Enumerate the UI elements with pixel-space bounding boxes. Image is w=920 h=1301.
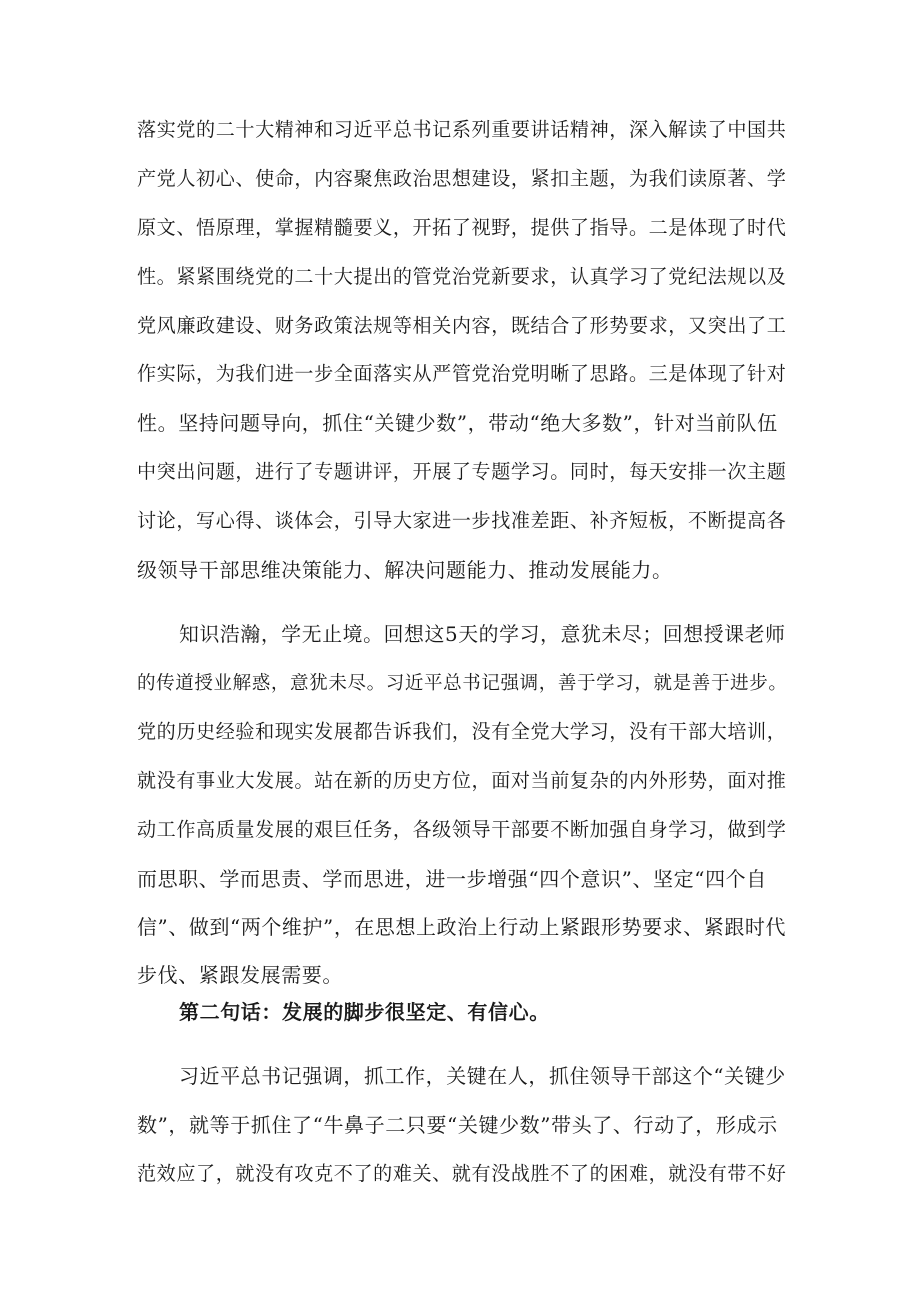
text-line: 知识浩瀚，学无止境。回想这5天的学习，意犹未尽；回想授课老师 (179, 623, 786, 646)
text-line: 产党人初心、使命，内容聚焦政治思想建设，紧扣主题，为我们读原著、学 (137, 167, 787, 190)
section-heading: 第二句话：发展的脚步很坚定、有信心。 (179, 1000, 550, 1024)
text-line: 信”、做到“两个维护”，在思想上政治上行动上紧跟形势要求、紧跟时代 (137, 915, 786, 939)
text-line: 党风廉政建设、财务政策法规等相关内容，既结合了形势要求，又突出了工 (137, 314, 787, 337)
text-line: 党的历史经验和现实发展都告诉我们，没有全党大学习，没有干部大培训， (137, 720, 787, 743)
text-line: 范效应了，就没有攻克不了的难关、就有没战胜不了的困难，就没有带不好 (137, 1162, 787, 1185)
text-line: 性。坚持问题导向，抓住“关键少数”，带动“绝大多数”，针对当前队伍 (137, 411, 778, 435)
text-line: 习近平总书记强调，抓工作，关键在人，抓住领导干部这个“关键少 (179, 1064, 786, 1088)
text-line: 讨论，写心得、谈体会，引导大家进一步找准差距、补齐短板，不断提高各 (137, 509, 787, 532)
text-line: 原文、悟原理，掌握精髓要义，开拓了视野，提供了指导。二是体现了时代 (137, 216, 787, 239)
text-line: 动工作高质量发展的艰巨任务，各级领导干部要不断加强自身学习，做到学 (137, 818, 787, 841)
text-line: 而思职、学而思责、学而思进，进一步增强“四个意识”、坚定“四个自 (137, 867, 767, 891)
text-line: 的传道授业解惑，意犹未尽。习近平总书记强调，善于学习，就是善于进步。 (137, 673, 788, 694)
text-line: 就没有事业大发展。站在新的历史方位，面对当前复杂的内外形势，面对推 (137, 769, 787, 792)
text-line: 数”，就等于抓住了“牛鼻子二只要“关键少数”带头了、行动了，形成示 (137, 1113, 778, 1137)
text-line: 级领导干部思维决策能力、解决问题能力、推动发展能力。 (137, 558, 673, 582)
text-line: 作实际，为我们进一步全面落实从严管党治党明晰了思路。三是体现了针对 (137, 362, 787, 385)
text-line: 步伐、紧跟发展需要。 (137, 963, 343, 987)
text-line: 性。紧紧围绕党的二十大提出的管党治党新要求，认真学习了党纪法规以及 (137, 265, 787, 288)
text-line: 中突出问题，进行了专题讲评，开展了专题学习。同时，每天安排一次主题 (137, 460, 787, 483)
text-line: 落实党的二十大精神和习近平总书记系列重要讲话精神，深入解读了中国共 (137, 118, 787, 141)
